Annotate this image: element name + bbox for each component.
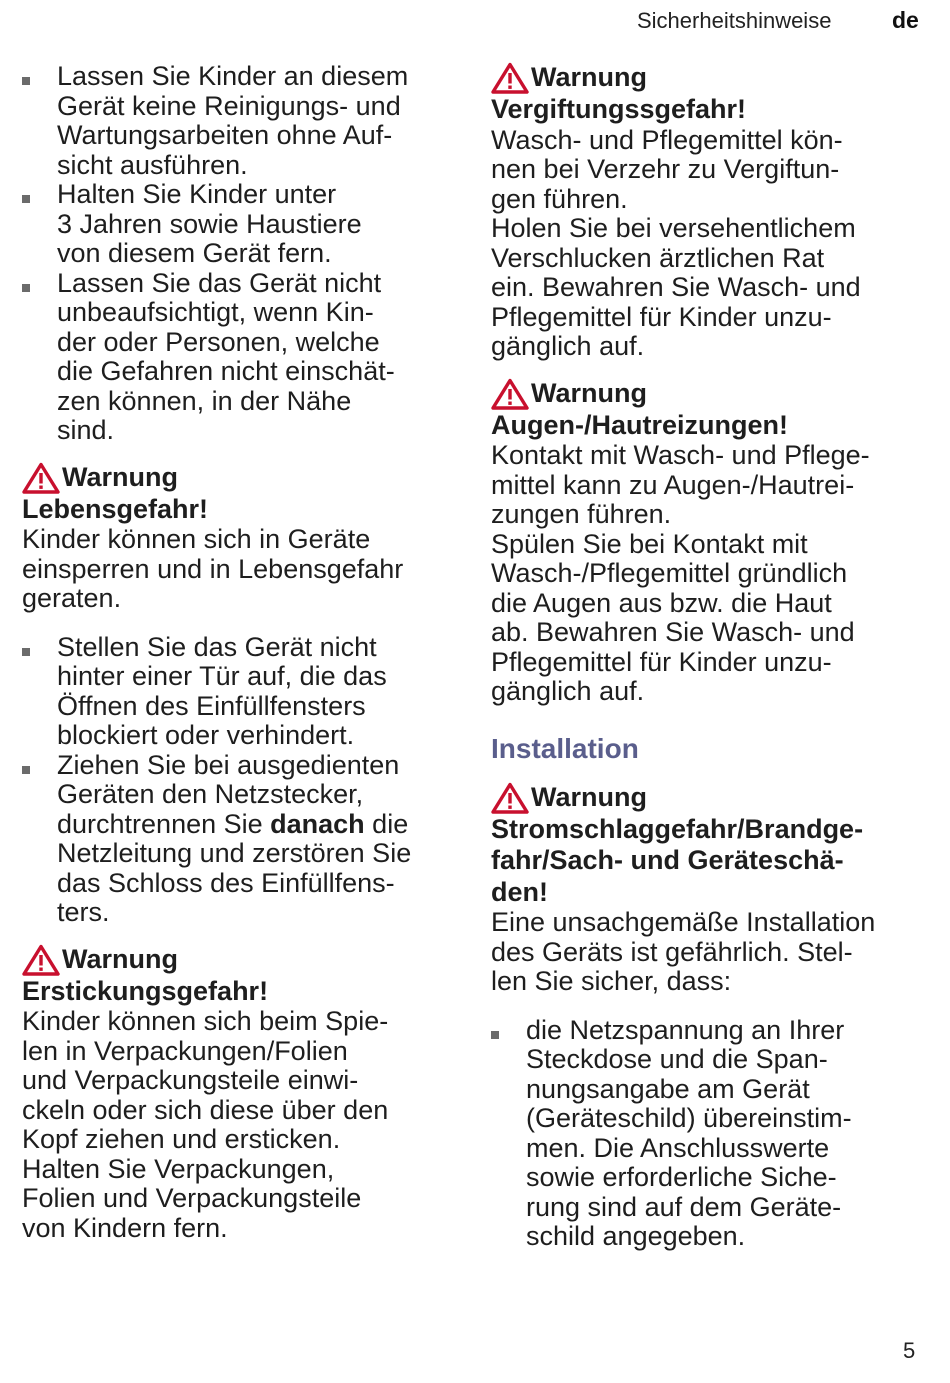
warning-title: Erstickungsgefahr! <box>22 975 269 1006</box>
list-item: Halten Sie Kinder unter 3 Jahren sowie Haustiere von diesem Gerät fern. <box>22 180 454 269</box>
list-item: Lassen Sie Kinder an diesem Gerät keine Reinigungs- und Wartungsarbeiten ohne Auf- sicht ausführen. <box>22 62 454 180</box>
warning-label: Warnung <box>531 781 647 812</box>
warning-triangle-icon <box>22 944 60 976</box>
warning-label: Warnung <box>531 62 647 93</box>
warning-triangle-icon <box>491 378 529 410</box>
warning-text: Kontakt mit Wasch- und Pflege- mittel kann zu Augen-/Hautrei- zungen führen. Spülen Sie bei Kontakt mit Wasch-/Pflegemittel gründlich die Augen aus bzw. die Haut ab. Bewahren Sie Wasch- und Pflegemittel für Kinder unzu- gänglich auf. <box>491 440 870 706</box>
page-number: 5 <box>903 1338 916 1363</box>
warning-label: Warnung <box>62 461 178 492</box>
list-item: Stellen Sie das Gerät nicht hinter einer Tür auf, die das Öffnen des Einfüllfensters blockiert oder verhindert. <box>22 633 454 751</box>
warning-text: Kinder können sich beim Spie- len in Verpackungen/Folien und Verpackungsteile einwi- ckeln oder sich diese über den Kopf ziehen und ersticken. Halten Sie Verpackungen, Folien und Verpackungsteile von Kindern fern. <box>22 1006 389 1243</box>
list-item: die Netzspannung an Ihrer Steckdose und die Span- nungsangabe am Gerät (Geräteschild) übereinstim- men. Die Anschlusswerte sowie erforderliche Siche- rung sind auf dem Geräte- schild angegeben. <box>491 1016 927 1252</box>
list-item: Ziehen Sie bei ausgedienten Geräten den Netzstecker, durchtrennen Sie danach die Netzleitung und zerstören Sie das Schloss des Einfüllfens- ters. <box>22 751 454 928</box>
header-section-title: Sicherheitshinweise <box>637 8 832 33</box>
warning-text: Wasch- und Pflegemittel kön- nen bei Verzehr zu Vergiftun- gen führen. Holen Sie bei versehentlichem Verschlucken ärztlichen Rat ein. Bewahren Sie Wasch- und Pflegemittel für Kinder unzu- gänglich auf. <box>491 124 861 361</box>
list-item: Lassen Sie das Gerät nicht unbeaufsichtigt, wenn Kin- der oder Personen, welche die Gefahren nicht einschät- zen können, in der Nähe sind. <box>22 269 454 446</box>
emphasis-text: danach <box>270 808 365 839</box>
bullet-list <box>491 1016 927 1252</box>
warning-title: Stromschlaggefahr/Brandge- fahr/Sach- und Geräteschä- den! <box>491 813 864 907</box>
header-language-code: de <box>892 7 919 33</box>
warning-text: Eine unsachgemäße Installation des Geräts ist gefährlich. Stel- len Sie sicher, dass: <box>491 907 876 996</box>
warning-triangle-icon <box>491 62 529 94</box>
bullet-list <box>22 633 454 928</box>
warning-block-lebensgefahr <box>22 462 454 614</box>
warning-block-erstickungsgefahr <box>22 944 454 1244</box>
warning-block-stromschlaggefahr <box>491 782 927 997</box>
section-heading-installation: Installation <box>491 732 639 764</box>
warning-label: Warnung <box>531 377 647 408</box>
warning-label: Warnung <box>62 943 178 974</box>
warning-title: Augen-/Hautreizungen! <box>491 409 788 440</box>
warning-triangle-icon <box>22 462 60 494</box>
warning-block-vergiftungsgefahr <box>491 62 927 362</box>
right-column <box>491 62 927 1252</box>
warning-title: Lebensgefahr! <box>22 493 209 524</box>
left-column <box>22 62 454 1243</box>
warning-triangle-icon <box>491 782 529 814</box>
warning-block-augen-hautreizungen <box>491 378 927 707</box>
warning-text: Kinder können sich in Geräte einsperren und in Lebensgefahr geraten. <box>22 524 404 613</box>
warning-title: Vergiftungssgefahr! <box>491 94 747 124</box>
